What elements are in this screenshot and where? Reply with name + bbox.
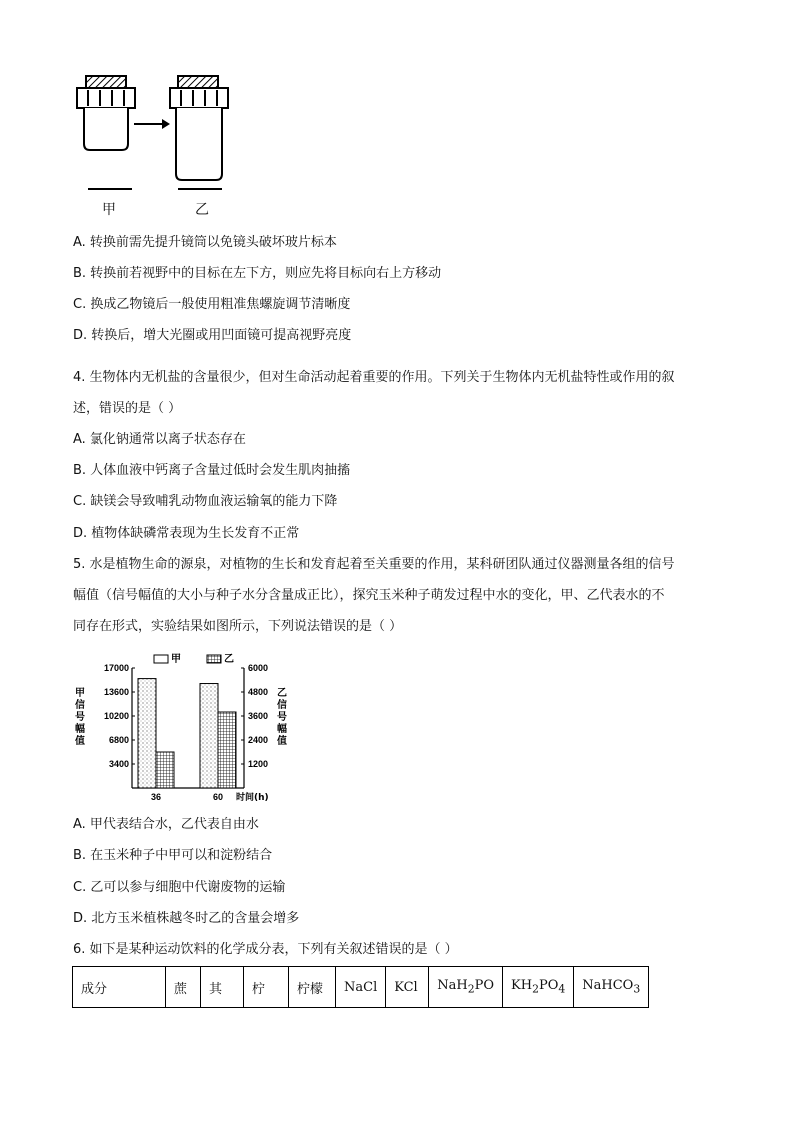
- right-axis-title-char: 幅: [277, 724, 287, 735]
- q3-option-b: B. 转换前若视野中的目标在左下方，则应先将目标向右上方移动: [73, 266, 442, 281]
- right-axis-tick-label: 4800: [248, 687, 269, 697]
- water-signal-chart: [70, 650, 287, 803]
- legend-swatch-jia: [154, 655, 168, 663]
- arrow-icon: [134, 119, 170, 129]
- q4-stem-cont: 述，错误的是（ ）: [73, 401, 182, 416]
- bar-yi: [156, 752, 174, 788]
- label-jia: 甲: [102, 202, 116, 218]
- table-cell-nah2po: NaH$_2$PO: [429, 967, 503, 1008]
- left-axis-title-char: 信: [75, 700, 85, 711]
- bar-jia: [200, 684, 218, 788]
- x-tick-label: 60: [212, 792, 224, 802]
- q5-stem: 5. 水是植物生命的源泉，对植物的生长和发育起着至关重要的作用，某科研团队通过仪器测量各组的信号: [73, 557, 675, 572]
- bar-yi: [218, 712, 236, 788]
- q5-option-b: B. 在玉米种子中甲可以和淀粉结合: [73, 848, 273, 863]
- table-cell: 柠檬: [289, 967, 336, 1008]
- q5-stem-cont2: 同存在形式，实验结果如图所示，下列说法错误的是（ ）: [73, 619, 403, 634]
- x-tick-label: 36: [150, 792, 162, 802]
- q5-option-a: A. 甲代表结合水，乙代表自由水: [73, 817, 259, 832]
- right-axis-title-char: 信: [277, 700, 287, 711]
- left-axis-tick-label: 6800: [108, 735, 129, 745]
- q5-stem-cont: 幅值（信号幅值的大小与种子水分含量成正比），探究玉米种子萌发过程中水的变化，甲、乙代表水的不: [73, 588, 665, 603]
- table-cell-nahco3: NaHCO$_3$: [574, 967, 649, 1008]
- q4-option-a: A. 氯化钠通常以离子状态存在: [73, 432, 246, 447]
- legend-label-jia: 甲: [171, 654, 181, 665]
- left-axis-tick-label: 3400: [108, 759, 129, 769]
- left-axis-tick-label: 17000: [103, 663, 129, 673]
- table-cell: 蔗: [166, 967, 201, 1008]
- q4-stem: 4. 生物体内无机盐的含量很少，但对生命活动起着重要的作用。下列关于生物体内无机盐特性或作用的叙: [73, 370, 675, 385]
- right-axis-tick-label: 3600: [248, 711, 269, 721]
- table-cell-kh2po4: $KH_2PO_4$: [503, 967, 574, 1008]
- left-axis-tick-label: 10200: [103, 711, 129, 721]
- q4-option-b: B. 人体血液中钙离子含量过低时会发生肌肉抽搐: [73, 463, 351, 478]
- composition-table: [72, 966, 649, 1008]
- q6-stem: 6. 如下是某种运动饮料的化学成分表，下列有关叙述错误的是（ ）: [73, 942, 458, 957]
- q3-option-a: A. 转换前需先提升镜筒以免镜头破坏玻片标本: [73, 235, 337, 250]
- right-axis-title-char: 值: [277, 736, 287, 747]
- label-yi: 乙: [195, 202, 209, 218]
- q4-option-c: C. 缺镁会导致哺乳动物血液运输氧的能力下降: [73, 494, 338, 509]
- q5-option-d: D. 北方玉米植株越冬时乙的含量会增多: [73, 911, 300, 926]
- objective-lens-figure: [70, 70, 240, 220]
- objective-jia: [77, 76, 135, 150]
- right-axis-title-char: 乙: [277, 688, 287, 699]
- q3-option-c: C. 换成乙物镜后一般使用粗准焦螺旋调节清晰度: [73, 297, 351, 312]
- right-axis-title-char: 号: [277, 712, 287, 723]
- legend-swatch-yi: [207, 655, 221, 663]
- q4-option-d: D. 植物体缺磷常表现为生长发育不正常: [73, 526, 300, 541]
- left-axis-title-char: 值: [75, 736, 85, 747]
- bar-jia: [138, 679, 156, 788]
- right-axis-tick-label: 6000: [248, 663, 269, 673]
- table-cell: KCl: [386, 967, 429, 1008]
- x-axis-label: 时间(h): [236, 793, 269, 803]
- right-axis-tick-label: 2400: [248, 735, 269, 745]
- q3-option-d: D. 转换后，增大光圈或用凹面镜可提高视野亮度: [73, 328, 352, 343]
- legend-label-yi: 乙: [224, 654, 234, 665]
- q5-option-c: C. 乙可以参与细胞中代谢废物的运输: [73, 880, 286, 895]
- table-row: [73, 967, 649, 1008]
- left-axis-title-char: 甲: [75, 688, 85, 699]
- right-axis-tick-label: 1200: [248, 759, 269, 769]
- table-cell: 柠: [244, 967, 289, 1008]
- table-cell-component: 成分: [73, 967, 166, 1008]
- table-cell: 其: [201, 967, 244, 1008]
- left-axis-tick-label: 13600: [103, 687, 129, 697]
- objective-yi: [170, 76, 228, 180]
- left-axis-title-char: 号: [75, 712, 85, 723]
- left-axis-title-char: 幅: [75, 724, 85, 735]
- table-cell: NaCl: [336, 967, 386, 1008]
